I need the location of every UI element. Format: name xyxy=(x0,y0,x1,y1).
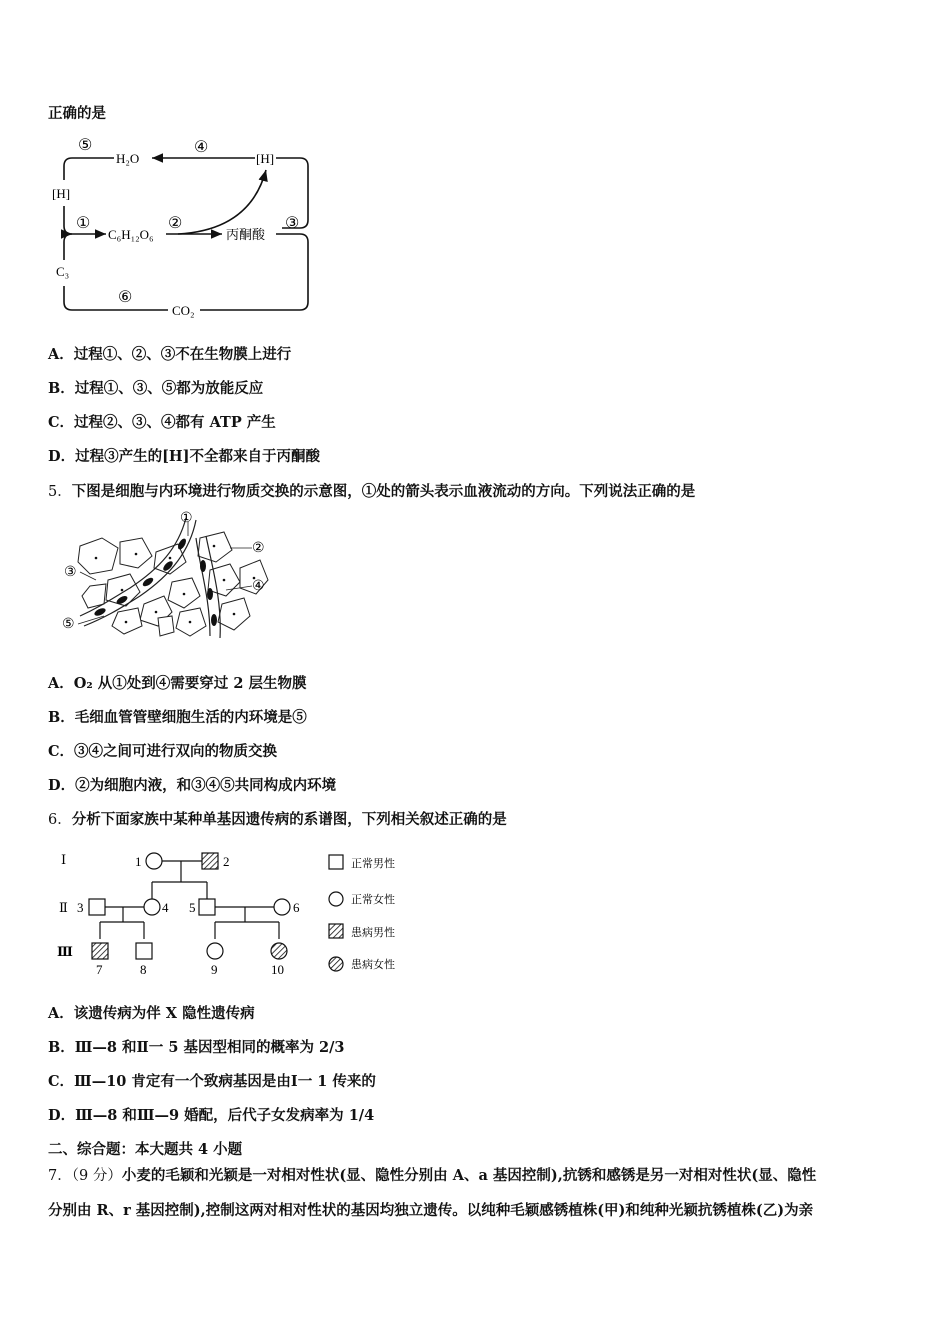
q6-stem xyxy=(48,808,507,829)
gen-3: Ⅲ xyxy=(57,944,73,959)
label-5: ⑤ xyxy=(62,617,75,632)
q6-option-c: C．Ⅲ—10 肯定有一个致病基因是由Ⅰ一 1 传来的 xyxy=(48,1073,376,1090)
ind-6: 6 xyxy=(293,900,300,915)
ind-8: 8 xyxy=(140,962,147,977)
label-4: ④ xyxy=(252,579,265,594)
q4-option-c: C．过程②、③、④都有 ATP 产生 xyxy=(48,414,276,431)
step-1: ① xyxy=(76,215,91,232)
label-1: ① xyxy=(180,511,193,526)
ind-2: 2 xyxy=(223,854,230,869)
legend-normal-male: 正常男性 xyxy=(351,858,395,870)
gen-2: Ⅱ xyxy=(59,900,68,915)
ind-10: 10 xyxy=(271,962,284,977)
metabolism-diagram xyxy=(50,130,320,325)
legend-affected-male: 患病男性 xyxy=(351,927,395,939)
legend-normal-female: 正常女性 xyxy=(351,894,395,906)
tissue-diagram xyxy=(60,508,275,643)
step-4: ④ xyxy=(194,139,209,156)
h2o-label: H₂O xyxy=(116,151,140,166)
section-heading: 二、综合题：本大题共 4 小题 xyxy=(48,1141,243,1158)
ind-5: 5 xyxy=(189,900,196,915)
q7-number: 7． xyxy=(48,1168,72,1184)
q6-option-a: A．该遗传病为伴 X 隐性遗传病 xyxy=(48,1005,255,1022)
q5-stem xyxy=(48,480,695,501)
q6-option-b: B．Ⅲ—8 和Ⅱ一 5 基因型相同的概率为 2/3 xyxy=(48,1039,345,1056)
ind-7: 7 xyxy=(96,962,103,977)
gen-1: Ⅰ xyxy=(61,852,67,867)
q6-option-d: D．Ⅲ—8 和Ⅲ—9 婚配，后代子女发病率为 1/4 xyxy=(48,1107,375,1124)
co2-label: CO₂ xyxy=(172,303,195,318)
step-2: ② xyxy=(168,215,183,232)
label-2: ② xyxy=(252,541,265,556)
label-3: ③ xyxy=(64,565,77,580)
q5-option-a: A．O₂ 从①处到④需要穿过 2 层生物膜 xyxy=(48,675,307,692)
q4-option-a: A．过程①、②、③不在生物膜上进行 xyxy=(48,346,292,363)
step-5: ⑤ xyxy=(78,137,93,154)
q4-option-b: B．过程①、③、⑤都为放能反应 xyxy=(48,380,264,397)
step-6: ⑥ xyxy=(118,289,133,306)
ind-9: 9 xyxy=(211,962,218,977)
q5-option-c: C．③④之间可进行双向的物质交换 xyxy=(48,743,278,760)
q5-option-d: D．②为细胞内液，和③④⑤共同构成内环境 xyxy=(48,777,337,794)
h-top-label: [H] xyxy=(256,151,275,166)
q5-stem-text: 下图是细胞与内环境进行物质交换的示意图，①处的箭头表示血液流动的方向。下列说法正确的是 xyxy=(71,483,696,500)
step-3: ③ xyxy=(285,215,300,232)
pedigree-diagram xyxy=(55,842,420,982)
q6-stem-text: 分析下面家族中某种单基因遗传病的系谱图，下列相关叙述正确的是 xyxy=(71,811,507,828)
q6-number: 6． xyxy=(48,812,72,828)
q4-option-d: D．过程③产生的[H]不全都来自于丙酮酸 xyxy=(48,448,320,465)
q5-number: 5． xyxy=(48,484,72,500)
h-left-label: [H] xyxy=(52,186,71,201)
legend-affected-female: 患病女性 xyxy=(351,959,395,971)
ind-3: 3 xyxy=(77,900,84,915)
q7-line1 xyxy=(48,1164,816,1185)
ind-1: 1 xyxy=(135,854,142,869)
q5-option-b: B．毛细血管管壁细胞生活的内环境是⑤ xyxy=(48,709,307,726)
q7-line1-text: 小麦的毛颖和光颖是一对相对性状(显、隐性分别由 A、a 基因控制),抗锈和感锈是另一对相对性状(显、隐性 xyxy=(121,1167,817,1184)
ind-4: 4 xyxy=(162,900,169,915)
pyruvate-label: 丙酮酸 xyxy=(226,227,266,242)
intro-text: 正确的是 xyxy=(48,105,106,122)
q7-line2: 分别由 R、r 基因控制),控制这两对相对性状的基因均独立遗传。以纯种毛颖感锈植株(甲)和纯种光颖抗锈植株(乙)为亲 xyxy=(48,1202,814,1219)
glucose-label: C₆H₁₂O₆ xyxy=(108,227,154,242)
c3-label: C₃ xyxy=(56,264,70,279)
q7-points: （9 分） xyxy=(71,1168,122,1184)
